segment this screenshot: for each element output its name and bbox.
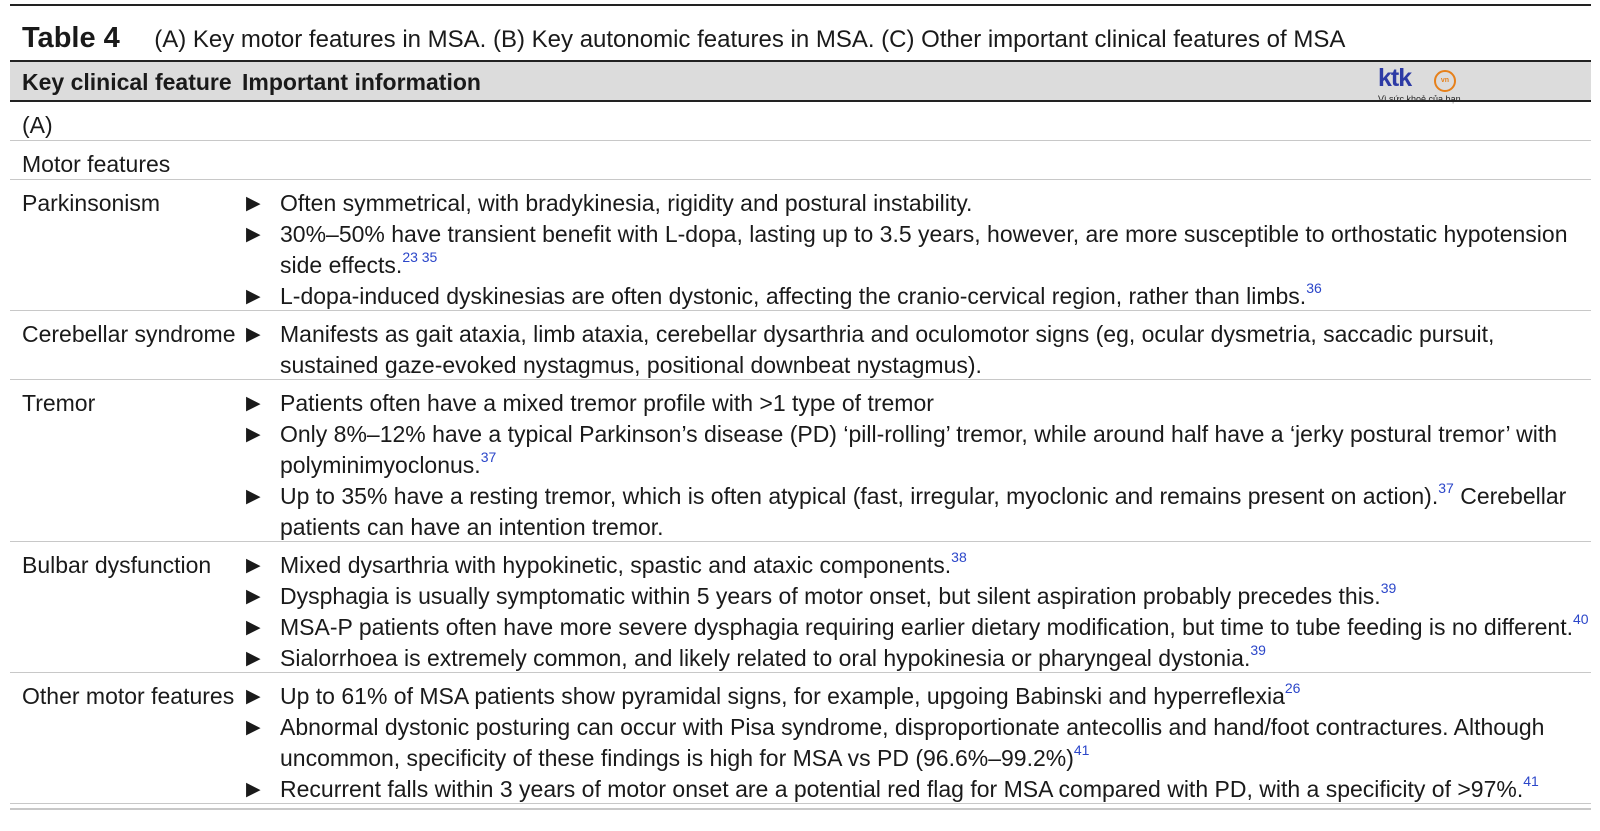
reference-link[interactable]: 41 — [1523, 773, 1539, 789]
table-row — [10, 311, 1591, 380]
reference-link[interactable]: 39 — [1380, 580, 1397, 596]
bullet-item — [242, 774, 1591, 805]
bullet-text: Patients often have a mixed tremor profile with >1 type of tremor — [280, 390, 934, 416]
bottom-rule — [10, 808, 1591, 810]
feature-cell: (A) — [22, 112, 53, 138]
bullet-text: MSA-P patients often have more severe dysphagia requiring earlier dietary modification, but time to tube feeding is no different. — [280, 614, 1573, 640]
reference-link[interactable]: 36 — [1306, 280, 1322, 296]
bullet-triangle-icon: ▶ — [246, 779, 261, 800]
feature-cell: Parkinsonism — [22, 190, 161, 216]
bullet-item — [242, 643, 1591, 674]
table-caption — [22, 18, 1345, 58]
table-row — [10, 380, 1591, 542]
table-body — [10, 102, 1591, 804]
logo-tagline: Vì sức khoẻ của bạn — [1378, 94, 1461, 104]
bullet-triangle-icon: ▶ — [246, 393, 261, 414]
reference-link[interactable]: 37 — [480, 449, 497, 465]
bullet-triangle-icon: ▶ — [246, 617, 261, 638]
bullet-triangle-icon: ▶ — [246, 686, 261, 707]
bullet-triangle-icon: ▶ — [246, 586, 261, 607]
header-key-clinical-feature: Key clinical feature — [22, 69, 232, 95]
feature-cell: Tremor — [22, 390, 96, 416]
bullet-text: Mixed dysarthria with hypokinetic, spastic and ataxic components. — [280, 552, 952, 578]
bullet-item — [242, 681, 1591, 712]
information-cell — [242, 311, 1591, 381]
bullet-text: Sialorrhoea is extremely common, and likely related to oral hypokinesia or pharyngeal dystonia. — [280, 645, 1251, 671]
bullet-item — [242, 188, 1591, 219]
information-cell — [242, 542, 1591, 674]
bullet-text: Often symmetrical, with bradykinesia, rigidity and postural instability. — [280, 190, 973, 216]
bullet-text: Dysphagia is usually symptomatic within 5 years of motor onset, but silent aspiration probably precedes this. — [280, 583, 1381, 609]
bullet-triangle-icon: ▶ — [246, 224, 261, 245]
bullet-text: Manifests as gait ataxia, limb ataxia, cerebellar dysarthria and oculomotor signs (eg, ocular dysmetria, saccadic pursuit, sustained gaze-evoked nystagmus, positional downbeat nystagmus). — [280, 321, 1495, 378]
logo-badge: vn — [1434, 70, 1456, 92]
bullet-item — [242, 550, 1591, 581]
information-cell — [242, 380, 1591, 543]
bullet-item — [242, 419, 1591, 481]
bullet-triangle-icon: ▶ — [246, 648, 261, 669]
feature-cell: Bulbar dysfunction — [22, 552, 212, 578]
reference-link[interactable]: 26 — [1284, 680, 1301, 696]
bullet-item — [242, 712, 1591, 774]
bullet-triangle-icon: ▶ — [246, 424, 261, 445]
bullet-item — [242, 581, 1591, 612]
bullet-triangle-icon: ▶ — [246, 324, 261, 345]
information-cell — [242, 102, 1591, 110]
reference-link[interactable]: 38 — [951, 549, 967, 565]
ktk-logo — [1378, 66, 1488, 102]
bullet-triangle-icon: ▶ — [246, 193, 261, 214]
reference-link[interactable]: 41 — [1073, 742, 1090, 758]
bullet-item — [242, 319, 1591, 381]
bullet-text: L-dopa-induced dyskinesias are often dystonic, affecting the cranio-cervical region, rather than limbs. — [280, 283, 1307, 309]
logo-text: ktk — [1378, 64, 1412, 92]
table-row — [10, 673, 1591, 804]
bullet-text: Abnormal dystonic posturing can occur with Pisa syndrome, disproportionate antecollis and hand/foot contractures. Although uncommon, specificity of these findings is high for MSA vs PD (96.6%–99.2%) — [280, 714, 1545, 771]
table-row — [10, 180, 1591, 311]
caption-label: Table 4 — [22, 22, 120, 54]
information-cell — [242, 141, 1591, 149]
bullet-item — [242, 481, 1591, 543]
bullet-item — [242, 388, 1591, 419]
bullet-text-continuation: Cerebellar patients can have an intention tremor. — [280, 483, 1567, 540]
reference-link[interactable]: 40 — [1573, 611, 1589, 627]
bullet-text: Up to 61% of MSA patients show pyramidal signs, for example, upgoing Babinski and hyperreflexia — [280, 683, 1285, 709]
bullet-text: Recurrent falls within 3 years of motor onset are a potential red flag for MSA compared with PD, with a specificity of >97%. — [280, 776, 1524, 802]
bullet-triangle-icon: ▶ — [246, 717, 261, 738]
reference-link[interactable]: 39 — [1250, 642, 1266, 658]
bullet-triangle-icon: ▶ — [246, 486, 261, 507]
bullet-text: Only 8%–12% have a typical Parkinson’s disease (PD) ‘pill-rolling’ tremor, while around half have a ‘jerky postural tremor’ with polyminimyoclonus. — [280, 421, 1558, 478]
bullet-item — [242, 219, 1591, 281]
table-row — [10, 542, 1591, 673]
top-rule — [10, 4, 1591, 6]
bullet-text: Up to 35% have a resting tremor, which is often atypical (fast, irregular, myoclonic and remains present on action). — [280, 483, 1439, 509]
information-cell — [242, 180, 1591, 312]
feature-cell: Cerebellar syndrome — [22, 321, 236, 347]
table-row — [10, 102, 1591, 141]
bullet-item — [242, 612, 1591, 643]
table-header — [10, 60, 1591, 102]
table-row — [10, 141, 1591, 180]
feature-cell: Other motor features — [22, 683, 235, 709]
information-cell — [242, 673, 1591, 805]
caption-text: (A) Key motor features in MSA. (B) Key autonomic features in MSA. (C) Other important clinical features of MSA — [154, 26, 1346, 53]
bullet-triangle-icon: ▶ — [246, 555, 261, 576]
bullet-triangle-icon: ▶ — [246, 286, 261, 307]
feature-cell: Motor features — [22, 151, 171, 177]
bullet-item — [242, 281, 1591, 312]
header-important-information: Important information — [242, 69, 481, 95]
reference-link[interactable]: 23 35 — [402, 249, 438, 265]
bullet-text: 30%–50% have transient benefit with L-dopa, lasting up to 3.5 years, however, are more susceptible to orthostatic hypotension side effects. — [280, 221, 1568, 278]
reference-link[interactable]: 37 — [1438, 480, 1454, 496]
